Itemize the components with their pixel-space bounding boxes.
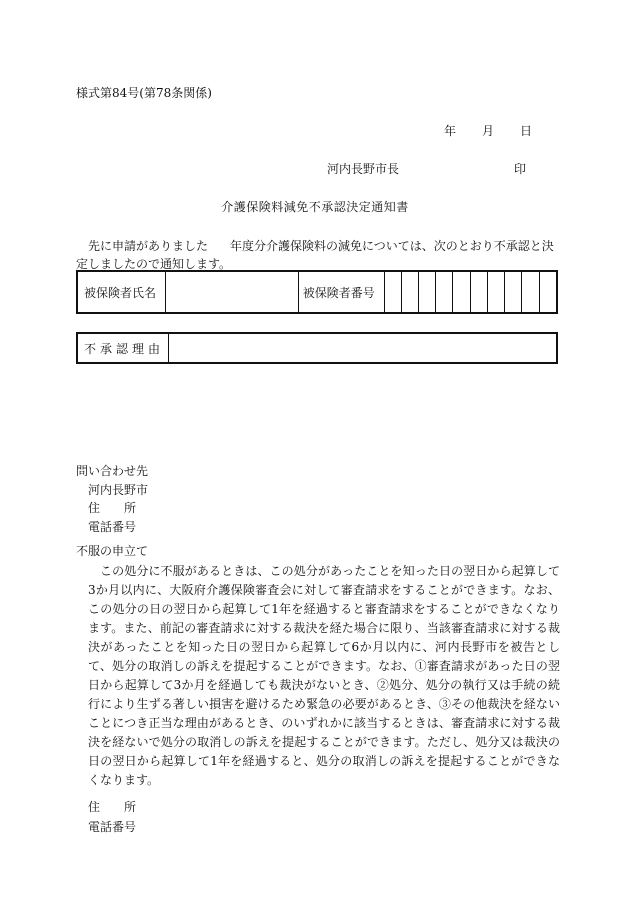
date-year: 年 [444,124,457,138]
rejection-reason-label: 不承認理由 [77,333,169,363]
contact-phone-label: 電話番号 [88,519,137,534]
intro-part1: 先に申請がありました [88,239,209,253]
insured-number-digit[interactable] [505,271,522,313]
date-line [444,122,532,139]
objection-phone-label: 電話番号 [88,819,137,834]
contact-office: 河内長野市 [88,482,149,497]
insured-name-field[interactable] [165,271,298,313]
form-number: 様式第84号(第78条関係) [76,86,212,100]
contact-section [76,462,148,536]
insured-number-digit[interactable] [487,271,504,313]
insured-number-label: 被保険者番号 [298,271,384,313]
insured-number-digit[interactable] [418,271,435,313]
insured-number-digit[interactable] [539,271,557,313]
issuer-name: 河内長野市長 [327,162,400,176]
objection-heading: 不服の申立て [76,544,149,558]
insured-number-digit[interactable] [453,271,470,313]
objection-contact [88,798,136,837]
date-month: 月 [482,124,495,138]
seal-mark: 印 [514,162,527,176]
insured-number-digit[interactable] [384,271,401,313]
date-day: 日 [520,124,533,138]
rejection-reason-table [76,332,558,364]
insured-number-digit[interactable] [470,271,487,313]
insured-number-digit[interactable] [436,271,453,313]
rejection-reason-field[interactable] [169,333,558,363]
insured-number-digit[interactable] [401,271,418,313]
insured-info-table [76,270,558,314]
contact-heading: 問い合わせ先 [76,464,149,478]
contact-address-label: 住 所 [88,501,137,515]
intro-part2: 年度分介護保険料の減免については、次のとおり不承認と決定しましたので通知します。 [76,239,554,271]
document-title: 介護保険料減免不承認決定通知書 [221,200,409,214]
insured-name-label: 被保険者氏名 [77,271,165,313]
insured-number-digit[interactable] [522,271,539,313]
objection-body [88,562,560,790]
objection-text: この処分に不服があるときは、この処分があったことを知った日の翌日から起算して3か月以内に、大阪府介護保険審査会に対して審査請求をすることができます。なお、この処分の日の翌日から起算して1年を経過すると審査請求をすることができなくなります。また、前記の審査請求に対する裁決を経た場合に限り、当該審査請求に対する裁決があったことを知った日の翌日から起算して6か月以内に、河内長野市を被告として、処分の取消しの訴えを提起することができます。なお、①審査請求があった日の翌日から起算して3か月を経過しても裁決がないとき、②処分、処分の執行又は手続の続行により生ずる著しい損害を避けるため緊急の必要があるとき、③その他裁決を経ないことにつき正当な理由があるとき、のいずれかに該当するときは、審査請求に対する裁決を経ないで処分の取消しの訴えを提起することができます。ただし、処分又は裁決の日の翌日から起算して1年を経過すると、処分の取消しの訴えを提起することができなくなります。 [88,564,560,787]
objection-address-label: 住 所 [88,800,137,814]
intro-text [76,237,560,273]
